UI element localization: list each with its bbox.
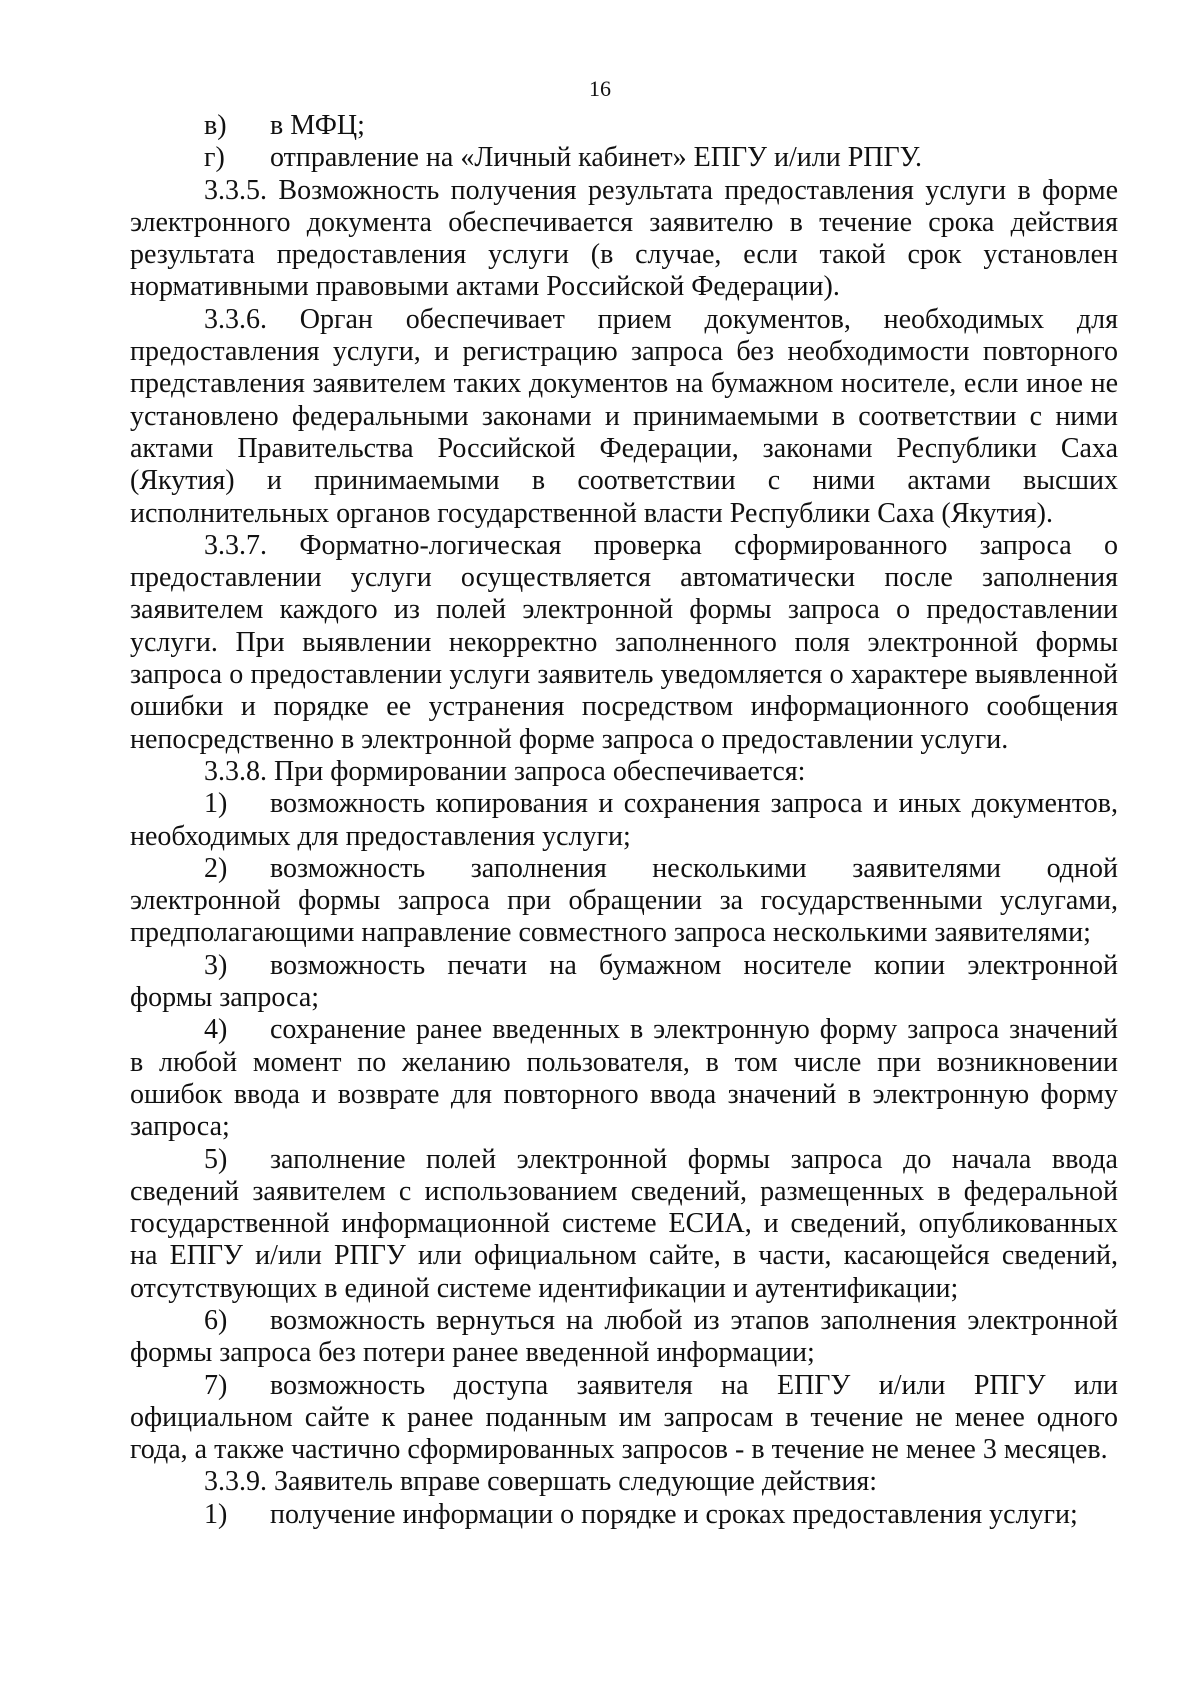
list-item-text: в МФЦ;	[270, 110, 365, 141]
paragraph-3-3-8-heading: 3.3.8. При формировании запроса обеспечивается:	[204, 755, 806, 787]
list-item-continuation: электронной формы запроса при обращении за государственными услугами, предполагающими направление совместного запроса несколькими заявителями;	[130, 885, 1118, 949]
list-item-text: возможность вернуться на любой из этапов заполнения электронной	[270, 1304, 1118, 1336]
list-item	[130, 1305, 1118, 1370]
list-item-continuation: формы запроса;	[130, 982, 320, 1014]
list-marker: 3)	[204, 949, 228, 981]
list-item	[130, 788, 1118, 853]
list-item-continuation: сведений заявителем с использованием сведений, размещенных в федеральной государственной информационной системе ЕСИА, и сведений, опубликованных на ЕПГУ и/или РПГУ или официальном сайте, в части, касающейся сведений, отсутствующих в единой системе идентификации и аутентификации;	[130, 1175, 1118, 1304]
list-item-continuation: в любой момент по желанию пользователя, в том числе при возникновении ошибок ввода и возврате для повторного ввода значений в электронную форму запроса;	[130, 1046, 1118, 1143]
list-item-text: заполнение полей электронной формы запроса до начала ввода	[270, 1143, 1118, 1175]
list-marker: 5)	[204, 1143, 228, 1175]
page-number: 16	[589, 76, 611, 101]
paragraph-3-3-7: 3.3.7. Форматно-логическая проверка сформированного запроса о предоставлении услуги осуществляется автоматически после заполнения заявителем каждого из полей электронной формы запроса о предоставлении услуги. При выявлении некорректно заполненного поля электронной формы запроса о предоставлении услуги заявитель уведомляется о характере выявленной ошибки и порядке ее устранения посредством информационного сообщения непосредственно в электронной форме запроса о предоставлении услуги.	[130, 529, 1118, 755]
list-item-text: возможность заполнения несколькими заявителями одной	[270, 852, 1118, 884]
paragraph-3-3-6: 3.3.6. Орган обеспечивает прием документов, необходимых для предоставления услуги, и регистрацию запроса без необходимости повторного представления заявителем таких документов на бумажном носителе, если иное не установлено федеральными законами и принимаемыми в соответствии с ними актами Правительства Российской Федерации, законами Республики Саха (Якутия) и принимаемыми в соответствии с ними актами высших исполнительных органов государственной власти Республики Саха (Якутия).	[130, 303, 1118, 529]
list-item	[130, 1014, 1118, 1143]
list-item-continuation: официальном сайте к ранее поданным им запросам в течение не менее одного года, а также частично сформированных запросов - в течение не менее 3 месяцев.	[130, 1401, 1118, 1466]
list-item-continuation: формы запроса без потери ранее введенной информации;	[130, 1337, 815, 1369]
list-item	[130, 1370, 1118, 1467]
list-marker: 1)	[204, 1498, 228, 1530]
document-body	[130, 110, 1118, 1531]
paragraph-3-3-9-heading: 3.3.9. Заявитель вправе совершать следующие действия:	[204, 1466, 878, 1498]
list-item-text: сохранение ранее введенных в электронную форму запроса значений	[270, 1014, 1118, 1046]
list-item	[130, 1499, 1118, 1531]
list-item-first-line	[130, 1144, 1118, 1176]
list-item	[130, 1144, 1118, 1305]
list-item-first-line	[130, 950, 1118, 982]
list-marker: в)	[204, 110, 227, 141]
paragraph-3-3-5: 3.3.5. Возможность получения результата предоставления услуги в форме электронного документа обеспечивается заявителю в течение срока действия результата предоставления услуги (в случае, если такой срок установлен нормативными правовыми актами Российской Федерации).	[130, 174, 1118, 303]
list-item-first-line	[130, 853, 1118, 885]
list-item-continuation: необходимых для предоставления услуги;	[130, 820, 631, 852]
list-marker: 1)	[204, 788, 228, 820]
list-item	[130, 950, 1118, 1015]
list-item-first-line	[130, 1305, 1118, 1337]
list-item-text: получение информации о порядке и сроках предоставления услуги;	[270, 1498, 1078, 1530]
list-marker: 2)	[204, 852, 228, 884]
list-item-first-line	[130, 1370, 1118, 1402]
list-item	[130, 853, 1118, 950]
list-item-text: возможность копирования и сохранения запроса и иных документов,	[270, 788, 1118, 820]
list-item-text: возможность печати на бумажном носителе копии электронной	[270, 949, 1118, 981]
list-item	[130, 110, 1118, 142]
list-item-text: отправление на «Личный кабинет» ЕПГУ и/или РПГУ.	[270, 142, 922, 174]
list-item-first-line	[130, 1014, 1118, 1046]
list-marker: 4)	[204, 1014, 228, 1046]
list-item	[130, 142, 1118, 174]
list-marker: 6)	[204, 1304, 228, 1336]
list-marker: 7)	[204, 1369, 228, 1401]
list-item-text: возможность доступа заявителя на ЕПГУ и/или РПГУ или	[270, 1369, 1118, 1401]
list-marker: г)	[204, 142, 225, 174]
list-item-first-line	[130, 788, 1118, 820]
